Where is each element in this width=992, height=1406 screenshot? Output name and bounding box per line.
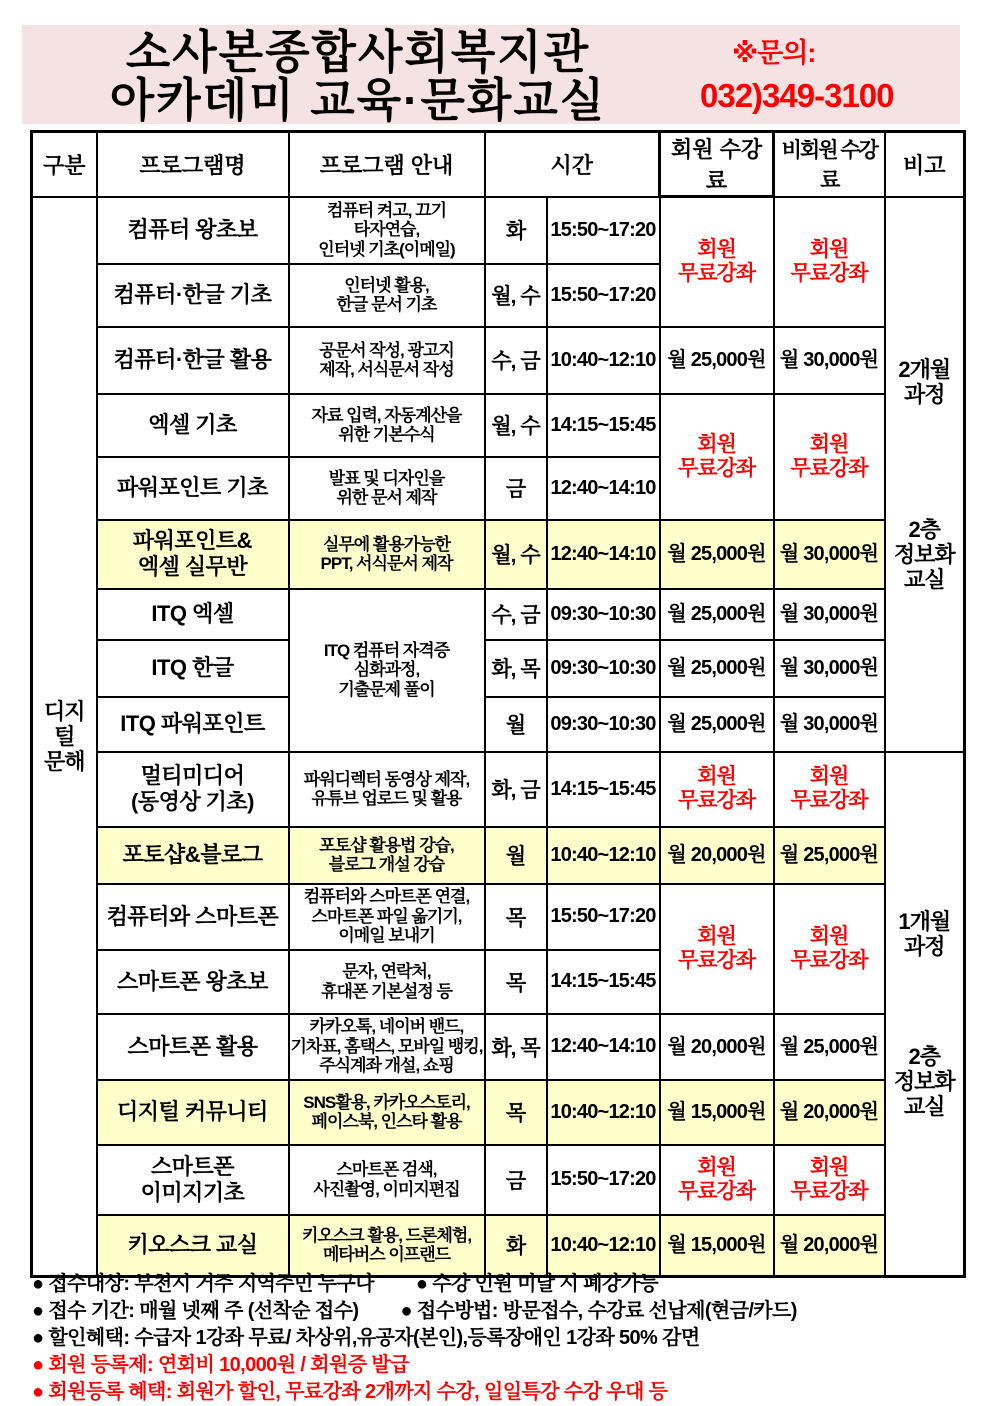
day-cell: 월 [485,697,547,752]
note-segment: ● 접수대상: 부천시 거주 지역주민 누구나 [32,1273,374,1295]
col-guide: 프로그램 안내 [289,132,485,197]
contact-label: ※문의: [732,38,816,68]
program-guide: 컴퓨터 켜고, 끄기 타자연습, 인터넷 기초(이메일) [289,197,485,264]
member-fee-cell: 회원 무료강좌 [660,197,774,327]
day-cell: 목 [485,884,547,950]
nonmember-fee-cell: 월 20,000원 [774,1080,885,1145]
time-cell: 15:50~17:20 [547,884,660,950]
program-guide: 컴퓨터와 스마트폰 연결, 스마트폰 파일 옮기기, 이메일 보내기 [289,884,485,950]
nonmember-fee-cell: 회원 무료강좌 [774,884,885,1014]
notes-section [32,1271,962,1406]
member-fee-cell: 회원 무료강좌 [660,394,774,520]
member-fee-cell: 월 20,000원 [660,1014,774,1080]
time-cell: 12:40~14:10 [547,457,660,520]
note-segment: ● 접수 기간: 매월 넷째 주 (선착순 접수) [32,1300,359,1322]
day-cell: 금 [485,1145,547,1215]
program-name: 컴퓨터와 스마트폰 [97,884,289,950]
program-table [30,130,966,1278]
note-line [32,1352,962,1379]
col-time: 시간 [485,132,660,197]
time-cell: 15:50~17:20 [547,264,660,327]
day-cell: 화 [485,197,547,264]
page-title [22,25,694,124]
note-segment: ● 회원등록 혜택: 회원가 할인, 무료강좌 2개까지 수강, 일일특강 수강 우대 등 [32,1381,668,1403]
program-name: 파워포인트 기초 [97,457,289,520]
time-cell: 09:30~10:30 [547,589,660,640]
day-cell: 월 [485,827,547,884]
table-header-row [32,132,965,197]
program-name: 스마트폰 왕초보 [97,950,289,1014]
member-fee-cell: 월 20,000원 [660,827,774,884]
category-cell: 디지털 문해 [32,197,97,1277]
time-cell: 15:50~17:20 [547,197,660,264]
member-fee-cell: 월 25,000원 [660,640,774,697]
table-row [32,640,965,697]
day-cell: 화, 목 [485,1014,547,1080]
time-cell: 10:40~12:10 [547,827,660,884]
nonmember-fee-cell: 월 20,000원 [774,1215,885,1277]
day-cell: 월, 수 [485,394,547,457]
table-row [32,884,965,950]
note-cell: 1개월 과정 2층 정보화 교실 [885,752,965,1277]
time-cell: 10:40~12:10 [547,327,660,394]
member-fee-cell: 월 15,000원 [660,1080,774,1145]
program-name: ITQ 한글 [97,640,289,697]
time-cell: 12:40~14:10 [547,1014,660,1080]
time-cell: 12:40~14:10 [547,520,660,589]
program-name: 디지털 커뮤니티 [97,1080,289,1145]
note-segment: ● 접수방법: 방문접수, 수강료 선납제(현금/카드) [400,1300,797,1322]
table-row [32,752,965,827]
member-fee-cell: 월 25,000원 [660,697,774,752]
program-guide: 인터넷 활용, 한글 문서 기초 [289,264,485,327]
member-fee-cell: 월 15,000원 [660,1215,774,1277]
day-cell: 월, 수 [485,264,547,327]
table-row [32,327,965,394]
program-name: 파워포인트& 엑셀 실무반 [97,520,289,589]
note-line [32,1325,962,1352]
program-guide: 실무에 활용가능한 PPT, 서식문서 제작 [289,520,485,589]
note-cell: 2개월 과정 2층 정보화 교실 [885,197,965,752]
member-fee-cell: 월 25,000원 [660,327,774,394]
time-cell: 14:15~15:45 [547,752,660,827]
time-cell: 14:15~15:45 [547,950,660,1014]
col-note: 비고 [885,132,965,197]
program-guide: 카카오톡, 네이버 밴드, 기차표, 홈택스, 모바일 뱅킹, 주식계좌 개설, 쇼핑 [289,1014,485,1080]
time-cell: 10:40~12:10 [547,1080,660,1145]
program-name: 키오스크 교실 [97,1215,289,1277]
col-member-fee: 회원 수강료 [660,132,774,197]
table-row [32,589,965,640]
contact-phone: 032)349-3100 [700,77,894,114]
contact-info [694,25,960,124]
note-segment: ● 할인혜택: 수급자 1강좌 무료/ 차상위,유공자(본인),등록장애인 1강좌 50% 감면 [32,1327,700,1349]
member-fee-cell: 회원 무료강좌 [660,884,774,1014]
day-cell: 화, 목 [485,640,547,697]
program-guide: 파워디렉터 동영상 제작, 유튜브 업로드 및 활용 [289,752,485,827]
table-row [32,1145,965,1215]
program-name: 포토샵&블로그 [97,827,289,884]
note-segment: ● 회원 등록제: 연회비 10,000원 / 회원증 발급 [32,1354,409,1376]
day-cell: 화, 금 [485,752,547,827]
program-guide: 발표 및 디자인을 위한 문서 제작 [289,457,485,520]
nonmember-fee-cell: 회원 무료강좌 [774,752,885,827]
nonmember-fee-cell: 월 30,000원 [774,327,885,394]
nonmember-fee-cell: 월 30,000원 [774,640,885,697]
nonmember-fee-cell: 월 30,000원 [774,589,885,640]
time-cell: 09:30~10:30 [547,640,660,697]
time-cell: 14:15~15:45 [547,394,660,457]
table-row [32,697,965,752]
nonmember-fee-cell: 회원 무료강좌 [774,1145,885,1215]
col-category: 구분 [32,132,97,197]
col-program: 프로그램명 [97,132,289,197]
page-title-line1: 소사본종합사회복지관 [125,26,591,78]
table-row [32,1014,965,1080]
program-guide: 자료 입력, 자동계산을 위한 기본수식 [289,394,485,457]
program-guide: 문자, 연락처, 휴대폰 기본설정 등 [289,950,485,1014]
program-guide: ITQ 컴퓨터 자격증 심화과정, 기출문제 풀이 [289,589,485,752]
day-cell: 월, 수 [485,520,547,589]
note-segment: ● 수강 인원 미달 시 폐강가능 [415,1273,659,1295]
member-fee-cell: 회원 무료강좌 [660,1145,774,1215]
note-line [32,1271,962,1298]
day-cell: 목 [485,1080,547,1145]
program-name: ITQ 파워포인트 [97,697,289,752]
program-name: 컴퓨터·한글 활용 [97,327,289,394]
program-name: 멀티미디어 (동영상 기초) [97,752,289,827]
table-row [32,827,965,884]
program-name: 엑셀 기초 [97,394,289,457]
time-cell: 09:30~10:30 [547,697,660,752]
program-guide: 포토샵 활용법 강습, 블로그 개설 강습 [289,827,485,884]
day-cell: 화 [485,1215,547,1277]
day-cell: 수, 금 [485,327,547,394]
program-name: 스마트폰 이미지기초 [97,1145,289,1215]
table-row [32,520,965,589]
member-fee-cell: 월 25,000원 [660,520,774,589]
program-guide: 키오스크 활용, 드론체험, 메타버스 이프랜드 [289,1215,485,1277]
time-cell: 10:40~12:10 [547,1215,660,1277]
day-cell: 금 [485,457,547,520]
nonmember-fee-cell: 월 30,000원 [774,697,885,752]
nonmember-fee-cell: 월 30,000원 [774,520,885,589]
table-row [32,197,965,264]
program-guide: 스마트폰 검색, 사진촬영, 이미지편집 [289,1145,485,1215]
table-row [32,394,965,457]
page-title-line2: 아카데미 교육·문화교실 [109,74,607,126]
program-name: 컴퓨터 왕초보 [97,197,289,264]
program-name: 컴퓨터·한글 기초 [97,264,289,327]
note-line [32,1298,962,1325]
program-name: ITQ 엑셀 [97,589,289,640]
nonmember-fee-cell: 회원 무료강좌 [774,197,885,327]
table-row [32,1215,965,1277]
program-name: 스마트폰 활용 [97,1014,289,1080]
nonmember-fee-cell: 월 25,000원 [774,827,885,884]
table-row [32,1080,965,1145]
time-cell: 15:50~17:20 [547,1145,660,1215]
member-fee-cell: 월 25,000원 [660,589,774,640]
member-fee-cell: 회원 무료강좌 [660,752,774,827]
program-guide: SNS활용, 카카오스토리, 페이스북, 인스타 활용 [289,1080,485,1145]
nonmember-fee-cell: 월 25,000원 [774,1014,885,1080]
col-nonmember-fee: 비회원 수강료 [774,132,885,197]
nonmember-fee-cell: 회원 무료강좌 [774,394,885,520]
program-guide: 공문서 작성, 광고지 제작, 서식문서 작성 [289,327,485,394]
banner [22,25,960,124]
note-line [32,1379,962,1406]
day-cell: 수, 금 [485,589,547,640]
day-cell: 목 [485,950,547,1014]
